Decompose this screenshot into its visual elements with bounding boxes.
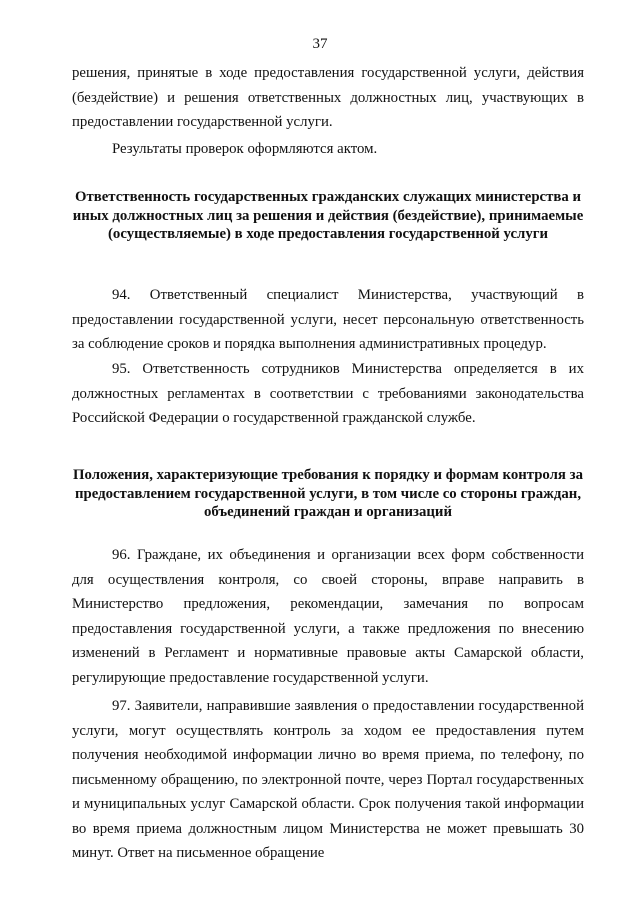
paragraph-96: 96. Граждане, их объединения и организации всех форм собственности для осуществления контроля, со своей стороны, вправе направить в Министерство предложения, рекомендации, замечания по вопросам предоставления государственной услуги, а также предложения по внесению изменений в Регламент и нормативные правовые акты Самарской области, регулирующие предоставление государственной услуги. [72,547,584,686]
paragraph-94: 94. Ответственный специалист Министерства, участвующий в предоставлении государственной услуги, несет персональную ответственность за соблюдение сроков и порядка выполнения административных процедур. [72,287,584,352]
section-heading-responsibility: Ответственность государственных гражданских служащих министерства и иных должностных лиц за решения и действия (бездействие), принимаемые (осуществляемые) в ходе предоставления государственной услуги [72,189,584,242]
intro-paragraph: решения, принятые в ходе предоставления государственной услуги, действия (бездействие) и решения ответственных должностных лиц, участвующих в предоставлении государственной услуги. [72,65,584,130]
paragraph-95: 95. Ответственность сотрудников Министерства определяется в их должностных регламентах в соответствии с требованиями законодательства Российской Федерации о государственной гражданской службе. [72,361,584,426]
results-paragraph: Результаты проверок оформляются актом. [112,141,378,157]
paragraph-97: 97. Заявители, направившие заявления о предоставлении государственной услуги, могут осуществлять контроль за ходом ее предоставления путем получения необходимой информации лично во время приема, по телефону, по письменному обращению, по электронной почте, через Портал государственных и муниципальных услуг Самарской области. Срок получения такой информации во время приема должностным лицом Министерства не может превышать 30 минут. Ответ на письменное обращение [72,698,584,861]
page-number: 37 [312,36,328,52]
section-heading-control: Положения, характеризующие требования к порядку и формам контроля за предоставлением государственной услуги, в том числе со стороны граждан, объединений граждан и организаций [73,467,583,520]
